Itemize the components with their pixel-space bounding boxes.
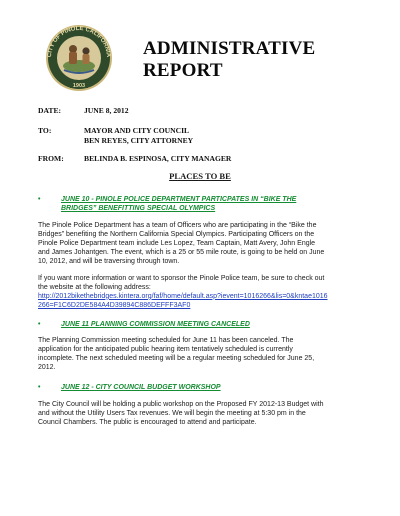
paragraph-line: The Planning Commission meeting scheduled for June 11 has been canceled. The — [38, 337, 294, 344]
paragraph-line: 2012. — [38, 363, 56, 371]
report-title — [143, 38, 315, 82]
item-3-heading-text: JUNE 12 - CITY COUNCIL BUDGET WORKSHOP — [61, 384, 221, 391]
item-1-heading-line1: JUNE 10 - PINOLE POLICE DEPARTMENT PARTICPATES IN “BIKE THE — [61, 196, 297, 203]
item-1-paragraph-2 — [38, 275, 363, 311]
date-label: DATE: — [38, 106, 62, 115]
paragraph-line: application for the anticipated public hearing item tentatively scheduled is currently — [38, 345, 293, 353]
paragraph-line: and James Johantgen. The event, which is a 25 or 55 mile route, is going to be held on June — [38, 248, 325, 256]
paragraph-line: Pinole Police Department team include Les Lopez, Team Captain, Matt Avery, John Engle — [38, 239, 316, 247]
paragraph-line: The City Council will be holding a public workshop on the Proposed FY 2012-13 Budget with — [38, 401, 324, 408]
svg-text:CITY OF PINOLE CALIFORNIA: CITY OF PINOLE CALIFORNIA — [46, 25, 112, 58]
places-to-be-heading: PLACES TO BE — [169, 171, 231, 181]
report-title-line2: REPORT — [143, 60, 223, 81]
paragraph-line: The Pinole Police Department has a team of Officers who are participating in the “Bike the — [38, 222, 317, 229]
item-2-paragraph — [38, 337, 363, 373]
item-3-paragraph — [38, 401, 363, 428]
to-label: TO: — [38, 126, 52, 135]
bullet-icon: • — [38, 196, 41, 203]
paragraph-line: 10, 2012, and will be traversing through town. — [38, 257, 180, 265]
to-line-1: MAYOR AND CITY COUNCIL — [84, 126, 190, 135]
item-1-heading-line2: BRIDGES” BENEFITTING SPECIAL OLYMPICS — [61, 205, 216, 213]
bullet-icon: • — [38, 321, 41, 328]
city-seal-logo — [34, 24, 124, 92]
sponsor-website-link[interactable]: http://2012bikethebridges.kintera.org/faf/home/default.asp?ievent=1016266&lis=0&kntae1016 — [38, 292, 328, 300]
svg-text:1903: 1903 — [72, 83, 86, 89]
paragraph-line: the website at the following address: — [38, 283, 151, 291]
bullet-icon: • — [38, 384, 41, 391]
item-1-paragraph-1 — [38, 222, 363, 267]
item-3-heading — [38, 383, 221, 392]
paragraph-line: Council Chambers. The public is encouraged to attend and participate. — [38, 418, 257, 426]
paragraph-line: If you want more information or want to sponsor the Pinole Police team, be sure to check out — [38, 275, 325, 282]
to-value — [84, 126, 193, 145]
item-2-heading-text: JUNE 11 PLANNING COMMISSION MEETING CANCELED — [61, 321, 250, 328]
paragraph-line: and without the Utility Users Tax revenues. We will begin the meeting at 5:30 pm in the — [38, 409, 306, 417]
to-line-2: BEN REYES, CITY ATTORNEY — [84, 135, 194, 145]
from-label: FROM: — [38, 154, 64, 163]
from-value: BELINDA B. ESPINOSA, CITY MANAGER — [84, 154, 232, 163]
sponsor-website-link-continued[interactable]: 266=F1C6D2DE584A4D39894C886DEFFF3AF0 — [38, 301, 191, 309]
paragraph-line: incomplete. The next scheduled meeting will be a regular meeting scheduled for June 25, — [38, 354, 315, 362]
date-value: JUNE 8, 2012 — [84, 106, 129, 115]
paragraph-line: Bridges” benefiting the Northern California Special Olympics. Participating Officers on the — [38, 230, 315, 238]
report-title-line1: ADMINISTRATIVE — [143, 38, 316, 59]
item-2-heading — [38, 320, 250, 329]
item-1-heading — [38, 195, 296, 213]
